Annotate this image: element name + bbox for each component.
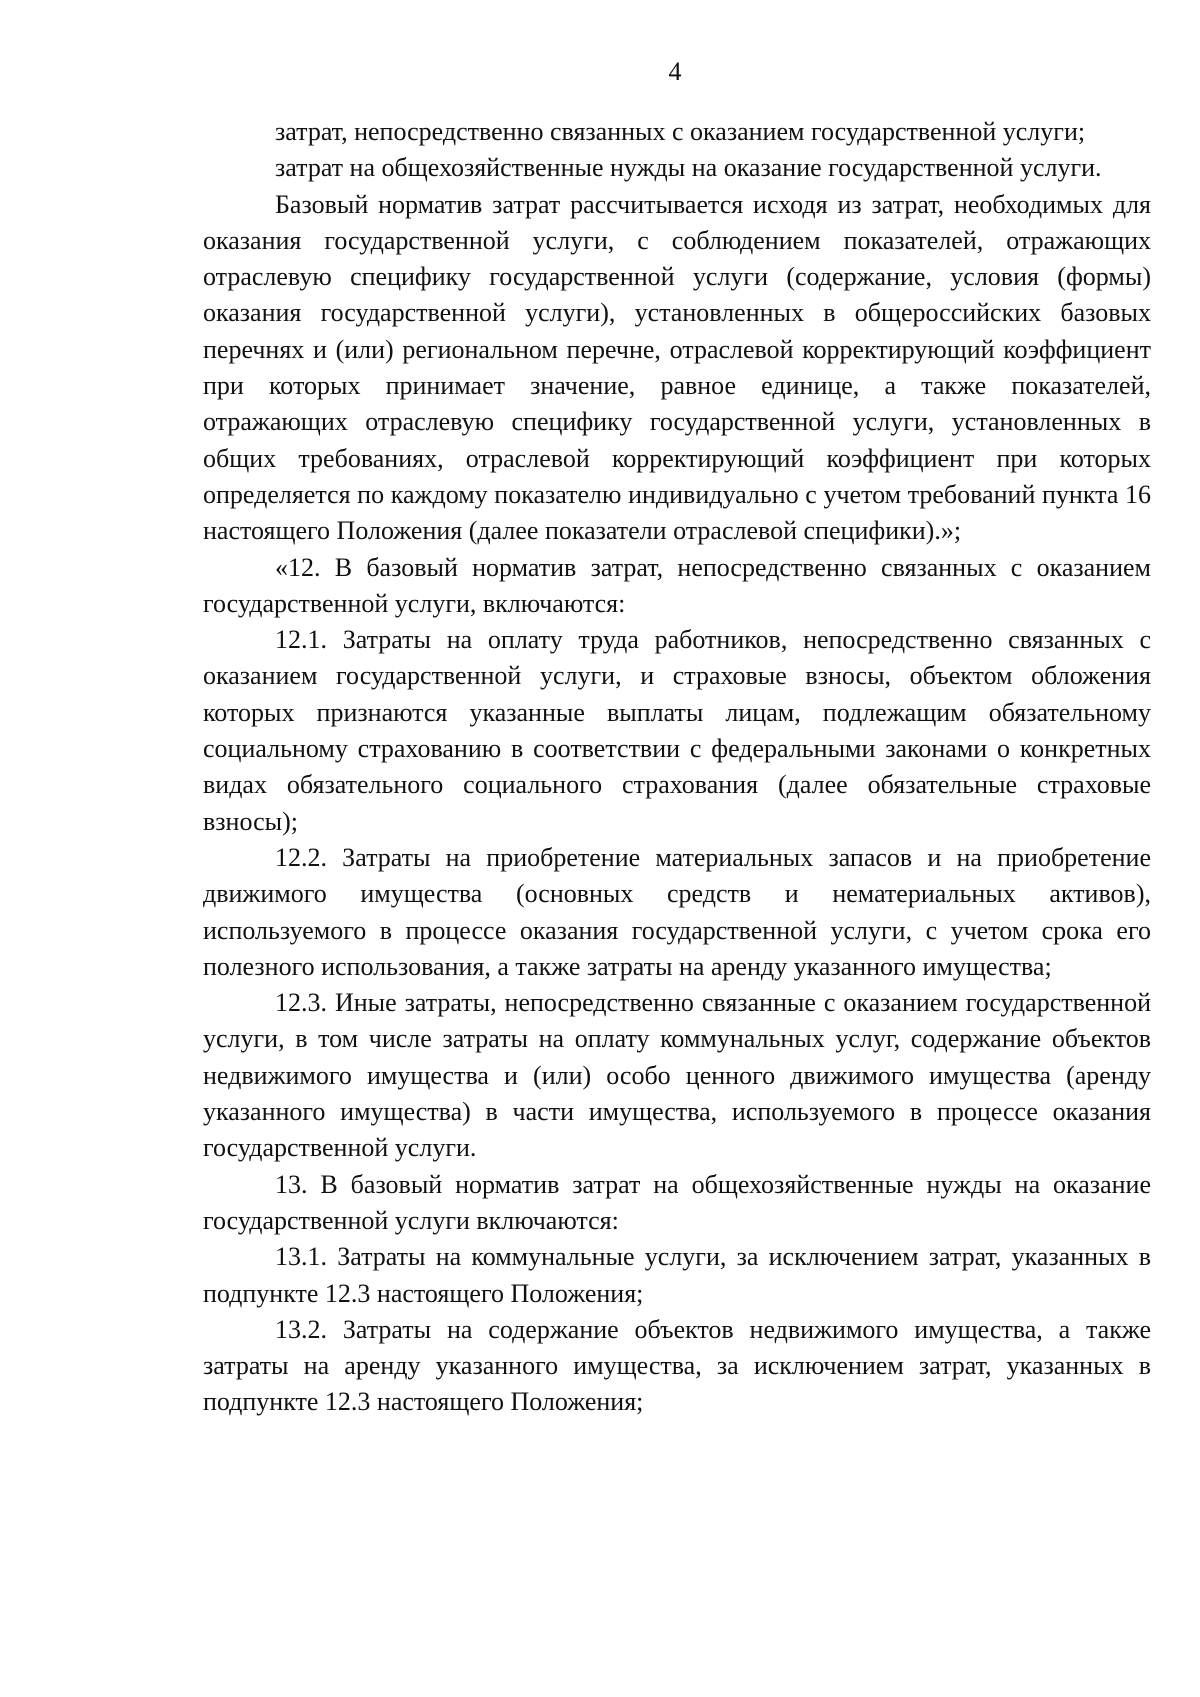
paragraph: Базовый норматив затрат рассчитывается исходя из затрат, необходимых для оказания государственной услуги, с соблюдением показателей, отражающих отраслевую специфику государственной услуги (содержание, условия (формы) оказания государственной услуги), установленных в общероссийских базовых перечнях и (или) региональном перечне, отраслевой корректирующий коэффициент при которых принимает значение, равное единице, а также показателей, отражающих отраслевую специфику государственной услуги, установленных в общих требованиях, отраслевой корректирующий коэффициент при которых определяется по каждому показателю индивидуально с учетом требований пункта 16 настоящего Положения (далее показатели отраслевой специфики).»; — [203, 189, 1151, 546]
paragraph: 13. В базовый норматив затрат на общехозяйственные нужды на оказание государственной услуги включаются: — [203, 1169, 1151, 1235]
paragraph: 12.2. Затраты на приобретение материальных запасов и на приобретение движимого имущества (основных средств и нематериальных активов), используемого в процессе оказания государственной услуги, с учетом срока его полезного использования, а также затраты на аренду указанного имущества; — [203, 842, 1151, 981]
paragraph: 12.1. Затраты на оплату труда работников, непосредственно связанных с оказанием государственной услуги, и страховые взносы, объектом обложения которых признаются указанные выплаты лицам, подлежащим обязательному социальному страхованию в соответствии с федеральными законами о конкретных видах обязательного социального страхования (далее обязательные страховые взносы); — [203, 625, 1151, 836]
paragraph: «12. В базовый норматив затрат, непосредственно связанных с оказанием государственной услуги, включаются: — [203, 552, 1151, 618]
paragraph: затрат, непосредственно связанных с оказанием государственной услуги; — [275, 117, 1086, 146]
page-number: 4 — [668, 57, 682, 86]
paragraph: 13.1. Затраты на коммунальные услуги, за исключением затрат, указанных в подпункте 12.3 настоящего Положения; — [203, 1242, 1151, 1308]
paragraph: 12.3. Иные затраты, непосредственно связанные с оказанием государственной услуги, в том числе затраты на оплату коммунальных услуг, содержание объектов недвижимого имущества и (или) особо ценного движимого имущества (аренду указанного имущества) в части имущества, используемого в процессе оказания государственной услуги. — [203, 988, 1151, 1163]
paragraph: затрат на общехозяйственные нужды на оказание государственной услуги. — [275, 153, 1102, 183]
document-body — [203, 114, 1151, 1421]
paragraph: 13.2. Затраты на содержание объектов недвижимого имущества, а также затраты на аренду указанного имущества, за исключением затрат, указанных в подпункте 12.3 настоящего Положения; — [203, 1314, 1151, 1417]
